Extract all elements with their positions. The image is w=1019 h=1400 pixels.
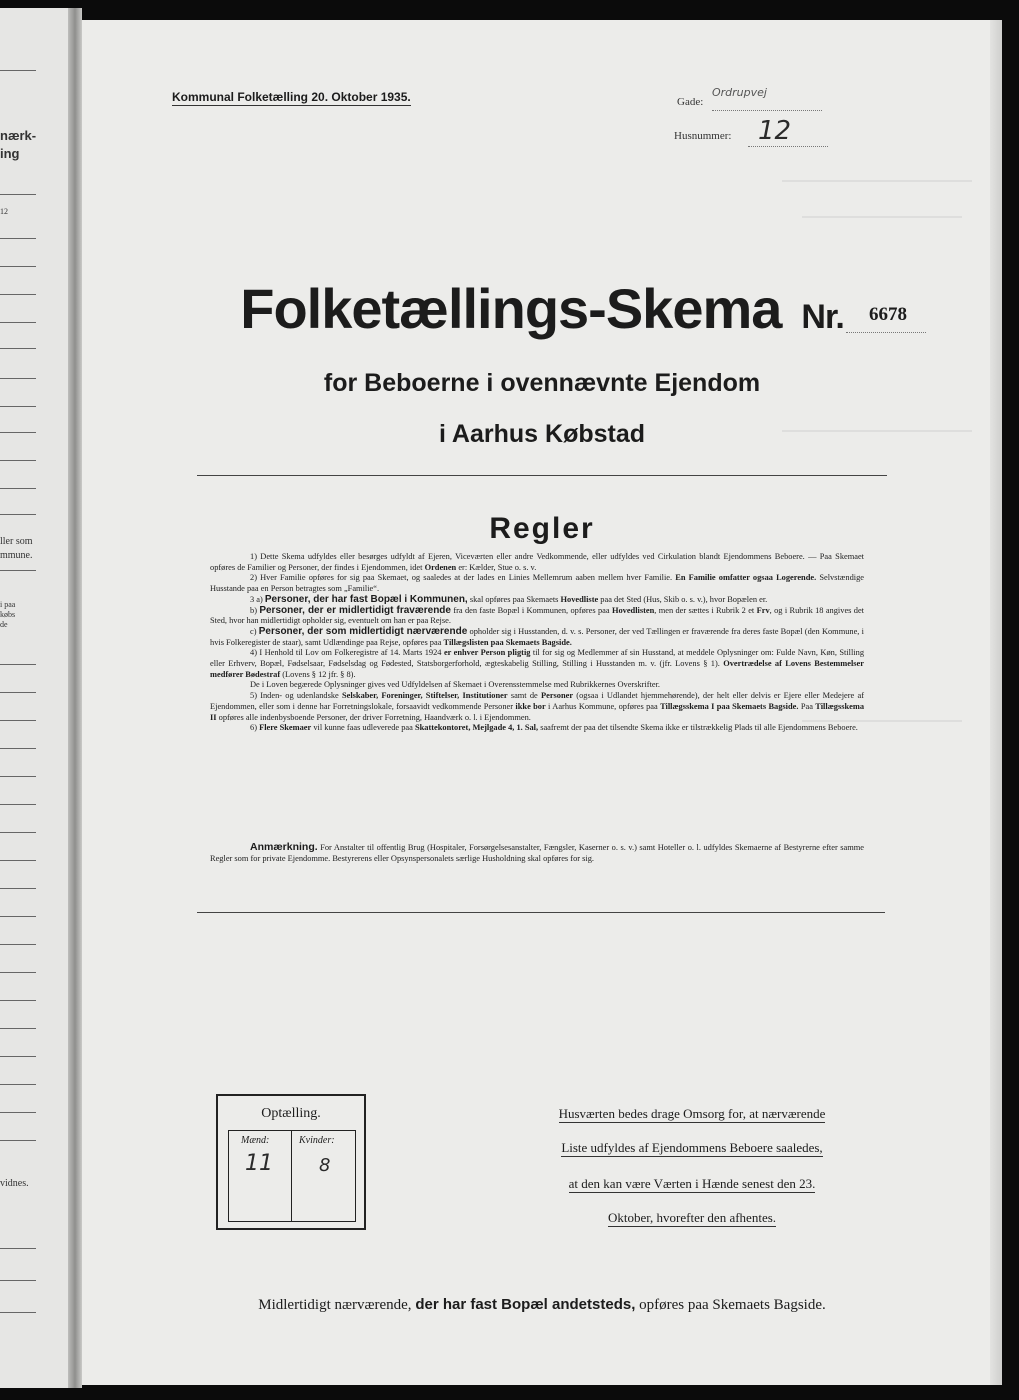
left-fragment-text: købs (0, 610, 16, 619)
left-fragment-text: vidnes. (0, 1178, 29, 1189)
book-gutter (68, 8, 82, 1388)
left-fragment-text: ing (0, 146, 20, 161)
anmaerkning-heading: Anmærkning. (250, 841, 318, 853)
footer-note: Midlertidigt nærværende, der har fast Bopæl andetsteds, opføres paa Skemaets Bagside. (258, 1296, 826, 1313)
rule-5: 5) Inden- og udenlandske Selskaber, Foreninger, Stiftelser, Institutioner samt de Personer (ogsaa i Udlandet hjemmehørende), der helt eller delvis er Ejere eller Medejere af Ejendommen, eller som i denne har Forretningslokale, forsaavidt vedkommende Personer ikke bor i Aarhus Kommune, opføres paa Tillægsskema I paa Skemaets Bagside. Paa Tillægsskema II opføres alle indenbysboende Personer, der driver Forretning, Haandværk o. l. i Ejendommen. (210, 691, 865, 722)
kvinder-count: 8 (319, 1155, 331, 1176)
divider-bottom (197, 912, 885, 913)
left-fragment-text: de (0, 620, 8, 629)
form-title-main: Folketællings-Skema (240, 277, 782, 340)
rule-2: 2) Hver Familie opføres for sig paa Skemaet, og saaledes at der lades en Linies Mellemrum aaben mellem hver Familie. En Familie omfatter ogsaa Logerende. Selvstændige Husstande paa en Person betragtes som „Familie“. (210, 573, 865, 594)
form-number-value: 6678 (869, 304, 907, 325)
kvinder-label: Kvinder: (299, 1135, 335, 1146)
gade-value: Ordrupvej (712, 86, 767, 99)
rule-3c: c) Personer, der som midlertidigt nærværende opholder sig i Husstanden, d. v. s. Personer, der ved Tællingen er fraværende fra deres faste Bopæl (den Kommune, i hvis Folkeregister de staar), samt Udlændinge paa Rejse, opføres paa Tillægslisten paa Skemaets Bagside. (210, 625, 864, 647)
left-fragment-text: mmune. (0, 550, 33, 561)
left-fragment-text: ller som (0, 536, 33, 547)
page-edge (990, 20, 1002, 1385)
husnummer-label: Husnummer: (674, 130, 732, 142)
regler-rules (210, 552, 864, 734)
maend-count: 11 (245, 1151, 273, 1176)
left-fragment-text: 12 (0, 207, 8, 216)
divider-top (197, 475, 887, 476)
left-page-fragment (0, 8, 76, 1388)
rule-1: 1) Dette Skema udfyldes eller besørges udfyldt af Ejeren, Viceværten eller andre Vedkommende, eller udfyldes ved Cirkulation blandt Ejendommens Beboere. — Paa Skemaet opføres de Familier og Personer, der findes i Ejendommen, idet Ordenen er: Kælder, Stue o. s. v. (210, 552, 864, 572)
notice-line-3: at den kan være Værten i Hænde senest den 23. (568, 1176, 816, 1191)
optaelling-title: Optælling. (261, 1106, 321, 1121)
anmaerkning-text: For Anstalter til offentlig Brug (Hospitaler, Forsørgelsesanstalter, Fængsler, Kaserner o. s. v.) samt Hoteller o. l. udfyldes Skemaerne af Bestyrerne efter samme Regler som for private Ejendomme. Bestyrerens eller Opsynspersonalets særlige Husholdning skal opføres for sig. (210, 843, 864, 863)
left-fragment-text: i paa (0, 600, 16, 609)
notice-line-2: Liste udfyldes af Ejendommens Beboere saaledes, (561, 1140, 823, 1155)
rule-4-note: De i Loven begærede Oplysninger gives ved Udfyldelsen af Skemaet i Overensstemmelse med Rubrikkernes Overskrifter. (250, 680, 661, 690)
form-subtitle-1: for Beboerne i ovennævnte Ejendom (323, 369, 761, 397)
rule-4: 4) I Henhold til Lov om Folkeregistre af 14. Marts 1924 er enhver Person pligtig til for sig og Medlemmer af sin Husstand, at meddele Oplysninger om: Fulde Navn, Køn, Stilling eller Erhverv, Bopæl, Fødselsaar, Fødselsdag og Fødested, Statsborgerforhold, ægteskabelig Stilling, Stilling i Husstanden m. v. (jfr. Lovens § 1). Overtrædelse af Lovens Bestemmelser medfører Bødestraf (Lovens § 12 jfr. § 8). (210, 648, 865, 679)
census-form-page (82, 20, 1002, 1385)
maend-label: Mænd: (241, 1135, 270, 1146)
census-header-title: Kommunal Folketælling 20. Oktober 1935. (172, 90, 411, 104)
left-fragment-text: nærk- (0, 128, 37, 143)
gade-label: Gade: (677, 96, 704, 108)
optaelling-grid (228, 1130, 356, 1222)
notice-line-1: Husværten bedes drage Omsorg for, at nærværende (558, 1106, 826, 1121)
optaelling-box (216, 1094, 366, 1230)
form-subtitle-2: i Aarhus Købstad (438, 420, 646, 448)
form-title-nr-label: Nr. (801, 298, 844, 336)
husnummer-value: 12 (758, 116, 792, 146)
rule-3b: b) Personer, der er midlertidigt fraværende fra den faste Bopæl i Kommunen, opføres paa Hovedlisten, men der sættes i Rubrik 2 et Frv, og i Rubrik 18 angives det Sted, hvor han midlertidigt opholder sig, eventuelt om han er paa Rejse. (210, 604, 864, 626)
rule-3a: 3 a) Personer, der har fast Bopæl i Kommunen, skal opføres paa Skemaets Hovedliste paa det Sted (Hus, Skib o. s. v.), hvor Bopælen er. (250, 593, 768, 605)
regler-heading: Regler (489, 512, 595, 545)
notice-line-4: Oktober, hvorefter den afhentes. (607, 1210, 777, 1225)
rule-6: 6) Flere Skemaer vil kunne faas udleverede paa Skattekontoret, Mejlgade 4, 1. Sal, saafremt der paa det tilsendte Skema ikke er tilstrækkelig Plads til alle Ejendommens Beboere. (250, 723, 858, 733)
anmaerkning-section (210, 842, 864, 864)
